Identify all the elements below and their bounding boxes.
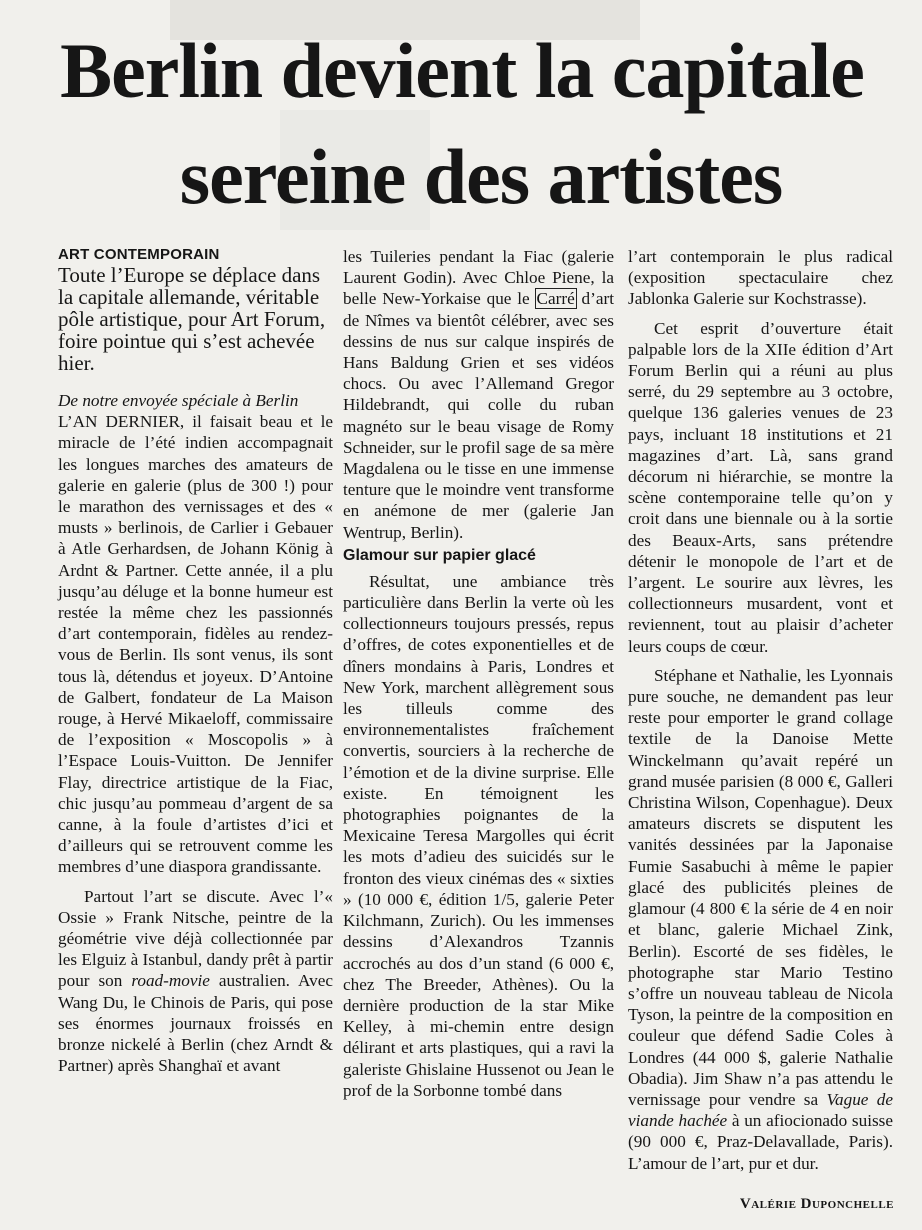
paragraph: Cet esprit d’ouverture était palpable lors de la XIIe édition d’Art Forum Berlin qui a réuni au plus serré, du 29 septembre au 3 octobre, quelque 136 galeries venues de 23 pays, incluant 18 institutions et 21 magazines d’art. Là, sans grand décorum ni hiérarchie, se montre la scène contemporaine telle qu’on y croit dans une biennale ou à la sortie des Beaux-Arts, sans prétendre détenir le monopole de l’art et de l’argent. Le sourire aux lèvres, les collectionneurs musardent, vont et reviennent, tout au plaisir d’acheter leurs coups de cœur. <box>628 318 893 656</box>
paragraph <box>58 886 333 1077</box>
text-run: à un afiocionado suisse (90 000 €, Praz-Delavallade, Paris). L’amour de l’art, pur et dur. <box>628 1111 893 1173</box>
text-run: les Tuileries pendant la Fiac (galerie Laurent Godin). Avec Chloe Piene, la belle New-Yorkaise que le <box>343 247 614 309</box>
text-run: d’art de Nîmes va bientôt célébrer, avec ses dessins de nus sur calque inspirés de Hans Baldung Grien et ses vidéos chocs. Ou avec l’Allemand Gregor Hildebrandt, qui colle du ruban magnéto sur le beau visage de Romy Schneider, sur le profil sage de sa mère Magdalena ou le tisse en une immense tenture que le moindre vent transforme en anémone de mer (galerie Jan Wentrup, Berlin). <box>343 289 614 542</box>
article-lead: Toute l’Europe se déplace dans la capitale allemande, véritable pôle artistique, pour Art Forum, foire pointue qui s’est achevée hier. <box>58 263 326 375</box>
paragraph: Résultat, une ambiance très particulière dans Berlin la verte où les collectionneurs toujours pressés, repus d’offres, de cotes exponentielles et de dîners mondains à Paris, Londres et New York, marchent allègrement sous les tilleuls comme des environnementalistes fraîchement convertis, sourciers à la recherche de l’émotion et de la divine surprise. Elle existe. En témoignent les photographies poignantes de la Mexicaine Teresa Margolles qui écrit les mots d’adieu des suicidés sur le fronton des vieux cinémas des « sixties » (10 000 €, édition 1/5, galerie Peter Kilchmann, Zurich). Ou les immenses dessins d’Alexandros Tzannis accrochés au dos d’un stand (6 000 €, chez The Breeder, Athènes). Ou la dernière production de la star Mike Kelley, à mi-chemin entre design délirant et arts plastiques, qui a ravi la galeriste Ghislaine Hussenot ou Jean le prof de la Sorbonne tombé dans <box>343 571 614 1100</box>
highlighted-word: Carré <box>536 289 575 309</box>
subheading: Glamour sur papier glacé <box>343 546 536 564</box>
text-run: australien. Avec Wang Du, le Chinois de Paris, qui pose ses énormes journaux froissés en bronze nickelé à Berlin (chez Arndt & Partner) après Shanghaï et avant <box>58 971 333 1076</box>
paragraph <box>343 246 614 543</box>
text-run: Stéphane et Nathalie, les Lyonnais pure souche, ne demandent pas leur reste pour emporter le grand collage textile de la Danoise Mette Winckelmann qu’avait repéré un grand musée parisien (8 000 €, Galleri Christina Wilson, Copenhague). Deux amateurs discrets se disputent les vanités dessinées par la Japonaise Fumie Sasabuchi à même le papier glacé des publicités pleines de glamour (4 800 € la série de 4 en noir et blanc, galerie Michael Zink, Berlin). Escorté de ses fidèles, le photographe star Mario Testino s’offre un nouveau tableau de Nicola Tyson, la peintre de la composition en couleur que défend Sadie Coles à Londres (44 000 $, galerie Nathalie Obadia). Jim Shaw n’a pas attendu le vernissage pour vendre sa <box>628 665 893 1109</box>
byline: De notre envoyée spéciale à Berlin <box>58 391 299 410</box>
author-signature: Valérie Duponchelle <box>739 1196 894 1212</box>
column-1 <box>58 246 333 1077</box>
article-headline <box>0 18 922 230</box>
headline-line-1: Berlin devient la capitale <box>60 27 864 114</box>
column-2 <box>343 246 614 1101</box>
italic-title: road-movie <box>131 971 210 991</box>
paragraph: l’art contemporain le plus radical (exposition spectaculaire chez Jablonka Galerie sur Kochstrasse). <box>628 247 893 309</box>
headline-line-2: sereine des artistes <box>179 133 783 220</box>
section-rubric: ART CONTEMPORAIN <box>58 246 220 263</box>
paragraph: L’AN DERNIER, il faisait beau et le miracle de l’été indien accompagnait les longues marches des amateurs de galerie en galerie (plus de 300 !) pour le marathon des vernissages et des « musts » berlinois, de Carlier i Gebauer à Atle Gerhardsen, de Johann König à Ardnt & Partner. Cette année, il a plu jusqu’au déluge et la bonne humeur est restée la même chez les passionnés d’art contemporain, fidèles au rendez-vous de Berlin. Ils sont venus, ils sont tous là, détendus et joyeux. D’Antoine de Galbert, fondateur de La Maison rouge, à Hervé Mikaeloff, commissaire de l’exposition « Moscopolis » à l’Espace Louis-Vuitton. De Jennifer Flay, directrice artistique de la Fiac, chic jusqu’au pommeau d’argent de sa canne, à la foule d’artistes d’ici et d’ailleurs qui se retrouvent comme les membres d’une diaspora grandissante. <box>58 412 333 877</box>
text-run: Partout l’art se discute. Avec l’« Ossie » Frank Nitsche, peintre de la géométrie vive déjà collectionnée par les Elguiz à Istanbul, dandy prêt à partir pour son <box>58 886 333 991</box>
paragraph <box>628 665 893 1174</box>
italic-title: Vague de viande hachée <box>628 1089 893 1131</box>
column-3 <box>628 246 893 1174</box>
